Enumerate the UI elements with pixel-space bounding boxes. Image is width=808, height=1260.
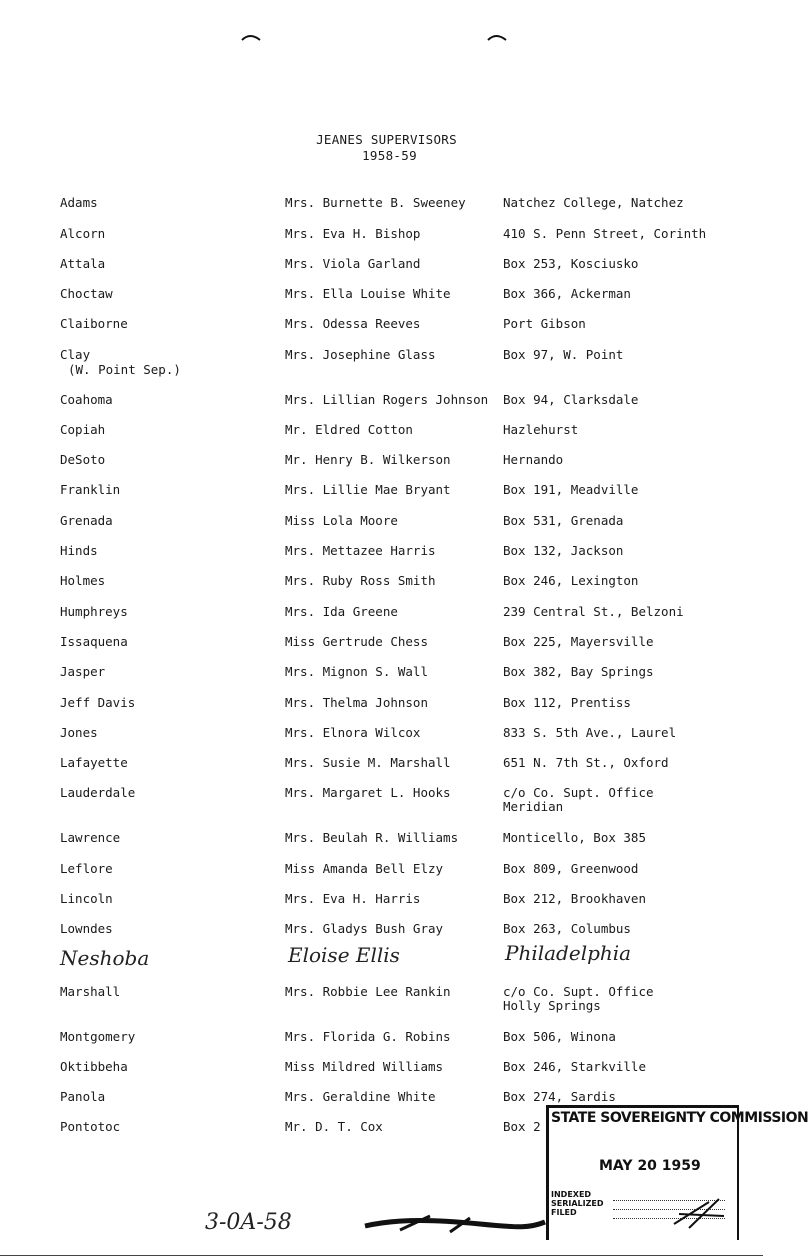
supervisor-address: Monticello, Box 385 [503, 830, 646, 845]
supervisor-address: Box 97, W. Point [503, 347, 624, 362]
county-name: Humphreys [60, 604, 128, 619]
supervisor-address: Box 94, Clarksdale [503, 392, 639, 407]
county-note: (W. Point Sep.) [68, 362, 181, 377]
supervisor-address: Box 212, Brookhaven [503, 891, 646, 906]
supervisor-name: Mrs. Burnette B. Sweeney [285, 195, 466, 210]
county-name: Alcorn [60, 226, 106, 241]
stamp-date: MAY 20 1959 [599, 1158, 701, 1174]
supervisor-name: Mrs. Geraldine White [285, 1089, 436, 1104]
supervisor-address-line2: Holly Springs [503, 998, 601, 1013]
stamp-title: STATE SOVEREIGNTY COMMISSION [551, 1110, 808, 1126]
county-name: Montgomery [60, 1029, 136, 1044]
supervisor-address: Box 263, Columbus [503, 921, 631, 936]
handwritten-file-number: 3-0A-58 [205, 1210, 292, 1235]
supervisor-name: Miss Amanda Bell Elzy [285, 861, 444, 876]
county-name: Clay [60, 347, 91, 362]
supervisor-name: Miss Lola Moore [285, 513, 398, 528]
county-name: DeSoto [60, 452, 106, 467]
supervisor-address: Natchez College, Natchez [503, 195, 684, 210]
supervisor-address: 651 N. 7th St., Oxford [503, 755, 669, 770]
county-name: Jasper [60, 664, 106, 679]
scribble-mark [360, 1208, 550, 1238]
supervisor-name: Mr. Henry B. Wilkerson [285, 452, 451, 467]
supervisor-name: Mr. D. T. Cox [285, 1119, 383, 1134]
county-name: Copiah [60, 422, 106, 437]
supervisor-name: Mrs. Ruby Ross Smith [285, 573, 436, 588]
supervisor-address: Box 191, Meadville [503, 482, 639, 497]
supervisor-name: Miss Gertrude Chess [285, 634, 428, 649]
supervisor-address-line2: Meridian [503, 799, 564, 814]
county-name: Pontotoc [60, 1119, 121, 1134]
supervisor-address: Box 366, Ackerman [503, 286, 631, 301]
received-stamp [546, 1105, 808, 1240]
county-name: Grenada [60, 513, 113, 528]
supervisor-name: Mrs. Viola Garland [285, 256, 421, 271]
document-year: 1958-59 [362, 148, 417, 163]
supervisor-name: Mrs. Lillian Rogers Johnson [285, 392, 489, 407]
supervisor-name: Mrs. Margaret L. Hooks [285, 785, 451, 800]
supervisor-address: Box 225, Mayersville [503, 634, 654, 649]
supervisor-address: Box 253, Kosciusko [503, 256, 639, 271]
supervisor-name: Mrs. Robbie Lee Rankin [285, 984, 451, 999]
supervisor-name: Mrs. Susie M. Marshall [285, 755, 451, 770]
county-name: Hinds [60, 543, 98, 558]
county-name: Jones [60, 725, 98, 740]
handwritten-address: Philadelphia [505, 941, 632, 965]
supervisor-address: 239 Central St., Belzoni [503, 604, 684, 619]
supervisor-address: Hazlehurst [503, 422, 579, 437]
supervisor-address: Box 2 [503, 1119, 541, 1134]
supervisor-address: Hernando [503, 452, 564, 467]
county-name: Panola [60, 1089, 106, 1104]
supervisor-address: Box 132, Jackson [503, 543, 624, 558]
supervisor-name: Mrs. Josephine Glass [285, 347, 436, 362]
county-name: Lawrence [60, 830, 121, 845]
supervisor-address: Box 246, Starkville [503, 1059, 646, 1074]
document-title: JEANES SUPERVISORS [316, 132, 457, 147]
stamp-filed: FILED [551, 1208, 577, 1217]
county-name: Choctaw [60, 286, 113, 301]
stamp-serialized: SERIALIZED [551, 1199, 604, 1208]
supervisor-address: Box 246, Lexington [503, 573, 639, 588]
supervisor-name: Mrs. Mettazee Harris [285, 543, 436, 558]
county-name: Coahoma [60, 392, 113, 407]
page-bottom-edge [0, 1255, 763, 1256]
supervisor-address: Box 274, Sardis [503, 1089, 616, 1104]
handwritten-supervisor: Eloise Ellis [288, 943, 400, 967]
supervisor-address: Box 382, Bay Springs [503, 664, 654, 679]
supervisor-name: Mrs. Gladys Bush Gray [285, 921, 444, 936]
handwritten-county: Neshoba [60, 946, 150, 970]
county-name: Leflore [60, 861, 113, 876]
county-name: Attala [60, 256, 106, 271]
county-name: Lincoln [60, 891, 113, 906]
county-name: Jeff Davis [60, 695, 136, 710]
supervisor-address: Box 506, Winona [503, 1029, 616, 1044]
county-name: Holmes [60, 573, 106, 588]
county-name: Lowndes [60, 921, 113, 936]
stamp-indexed: INDEXED [551, 1190, 592, 1199]
county-name: Claiborne [60, 316, 128, 331]
supervisor-name: Mrs. Florida G. Robins [285, 1029, 451, 1044]
punch-mark-left [240, 30, 264, 44]
supervisor-name: Mrs. Eva H. Harris [285, 891, 421, 906]
supervisor-name: Mrs. Eva H. Bishop [285, 226, 421, 241]
supervisor-address: Port Gibson [503, 316, 586, 331]
supervisor-name: Mrs. Thelma Johnson [285, 695, 428, 710]
supervisor-name: Mrs. Lillie Mae Bryant [285, 482, 451, 497]
county-name: Lafayette [60, 755, 128, 770]
supervisor-name: Mrs. Ella Louise White [285, 286, 451, 301]
supervisor-name: Mrs. Elnora Wilcox [285, 725, 421, 740]
supervisor-address: Box 809, Greenwood [503, 861, 639, 876]
supervisor-address: Box 531, Grenada [503, 513, 624, 528]
supervisor-name: Mr. Eldred Cotton [285, 422, 413, 437]
supervisor-name: Miss Mildred Williams [285, 1059, 444, 1074]
supervisor-name: Mrs. Beulah R. Williams [285, 830, 459, 845]
county-name: Issaquena [60, 634, 128, 649]
supervisor-address: Box 112, Prentiss [503, 695, 631, 710]
county-name: Adams [60, 195, 98, 210]
supervisor-address: 833 S. 5th Ave., Laurel [503, 725, 677, 740]
county-name: Marshall [60, 984, 121, 999]
county-name: Franklin [60, 482, 121, 497]
stamp-status-lines [551, 1190, 604, 1217]
punch-mark-right [486, 30, 510, 44]
supervisor-address: c/o Co. Supt. Office [503, 984, 654, 999]
supervisor-name: Mrs. Odessa Reeves [285, 316, 421, 331]
supervisor-address: 410 S. Penn Street, Corinth [503, 226, 707, 241]
supervisor-address: c/o Co. Supt. Office [503, 785, 654, 800]
county-name: Oktibbeha [60, 1059, 128, 1074]
supervisor-name: Mrs. Mignon S. Wall [285, 664, 428, 679]
stamp-initials [669, 1194, 729, 1234]
supervisor-name: Mrs. Ida Greene [285, 604, 398, 619]
county-name: Lauderdale [60, 785, 136, 800]
